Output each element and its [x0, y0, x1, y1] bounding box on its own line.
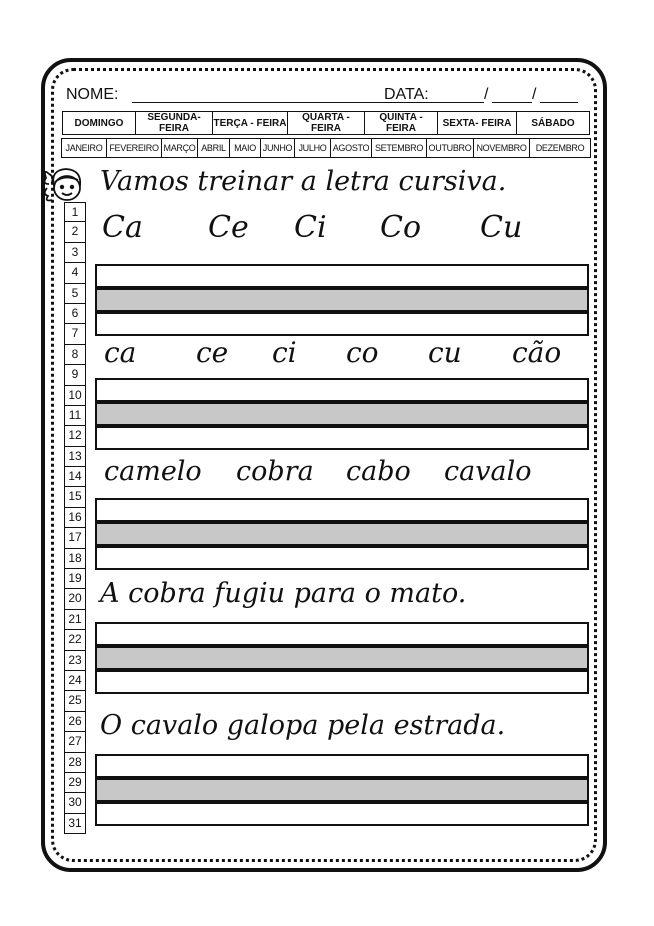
number-cell: 12: [64, 426, 86, 446]
number-cell: 21: [64, 610, 86, 630]
syllable-upper: Ci: [294, 210, 327, 245]
number-cell: 28: [64, 753, 86, 773]
writing-lines[interactable]: [95, 622, 589, 694]
number-cell: 9: [64, 365, 86, 385]
month-cell[interactable]: ABRIL: [198, 139, 230, 158]
weekday-cell[interactable]: TERÇA - FEIRA: [213, 112, 288, 135]
syllable-upper: Ce: [208, 210, 249, 245]
number-cell: 29: [64, 773, 86, 793]
date-month-field[interactable]: [492, 88, 532, 103]
practice-sentence: O cavalo galopa pela estrada.: [100, 710, 506, 741]
month-cell[interactable]: SETEMBRO: [372, 139, 427, 158]
number-cell: 11: [64, 406, 86, 426]
number-cell: 19: [64, 569, 86, 589]
number-cell: 23: [64, 651, 86, 671]
month-cell[interactable]: JULHO: [295, 139, 331, 158]
number-cell: 14: [64, 467, 86, 487]
number-cell: 31: [64, 814, 86, 834]
weekday-cell[interactable]: SÁBADO: [517, 112, 590, 135]
date-separator: /: [484, 86, 489, 103]
weekday-cell[interactable]: SEXTA- FEIRA: [438, 112, 517, 135]
writing-lines[interactable]: [95, 378, 589, 450]
date-separator: /: [532, 86, 537, 103]
practice-word: cavalo: [444, 456, 532, 487]
name-label: NOME:: [66, 86, 119, 103]
number-cell: 17: [64, 528, 86, 548]
number-cell: 4: [64, 263, 86, 283]
syllable-upper: Cu: [480, 210, 523, 245]
practice-word: cabo: [346, 456, 411, 487]
number-cell: 1: [64, 202, 86, 222]
number-cell: 6: [64, 304, 86, 324]
weekday-cell[interactable]: SEGUNDA- FEIRA: [136, 112, 213, 135]
writing-lines[interactable]: [95, 264, 589, 336]
month-cell[interactable]: FEVEREIRO: [107, 139, 162, 158]
number-column: [64, 202, 86, 834]
syllable-lower: co: [346, 336, 379, 369]
month-cell[interactable]: DEZEMBRO: [530, 139, 591, 158]
syllable-upper: Ca: [102, 210, 143, 245]
number-cell: 22: [64, 630, 86, 650]
number-cell: 8: [64, 345, 86, 365]
syllable-upper: Co: [380, 210, 422, 245]
number-cell: 18: [64, 549, 86, 569]
number-cell: 7: [64, 324, 86, 344]
syllable-lower: ca: [104, 336, 137, 369]
month-cell[interactable]: JANEIRO: [62, 139, 107, 158]
writing-lines[interactable]: [95, 754, 589, 826]
syllable-lower: cu: [428, 336, 462, 369]
weekday-cell[interactable]: QUARTA - FEIRA: [288, 112, 365, 135]
practice-word: camelo: [104, 456, 202, 487]
practice-sentence: A cobra fugiu para o mato.: [100, 578, 467, 609]
writing-lines[interactable]: [95, 498, 589, 570]
number-cell: 16: [64, 508, 86, 528]
date-day-field[interactable]: [436, 88, 484, 103]
syllable-lower: ci: [272, 336, 297, 369]
number-cell: 10: [64, 386, 86, 406]
month-cell[interactable]: MAIO: [230, 139, 261, 158]
number-cell: 30: [64, 793, 86, 813]
month-cell[interactable]: NOVEMBRO: [474, 139, 530, 158]
date-label: DATA:: [384, 86, 429, 103]
number-cell: 2: [64, 222, 86, 242]
weekday-table: [62, 111, 590, 135]
syllable-lower: ce: [196, 336, 229, 369]
month-cell[interactable]: OUTUBRO: [427, 139, 474, 158]
number-cell: 24: [64, 671, 86, 691]
month-table: [61, 138, 591, 158]
month-cell[interactable]: MARÇO: [162, 139, 198, 158]
number-cell: 15: [64, 487, 86, 507]
girl-face-icon: [40, 164, 92, 206]
practice-word: cobra: [236, 456, 314, 487]
number-cell: 27: [64, 732, 86, 752]
month-cell[interactable]: AGOSTO: [331, 139, 372, 158]
number-cell: 26: [64, 712, 86, 732]
number-cell: 5: [64, 284, 86, 304]
number-cell: 3: [64, 243, 86, 263]
date-year-field[interactable]: [540, 88, 578, 103]
month-cell[interactable]: JUNHO: [261, 139, 295, 158]
number-cell: 25: [64, 691, 86, 711]
number-cell: 20: [64, 589, 86, 609]
header: [64, 84, 590, 108]
title: Vamos treinar a letra cursiva.: [100, 166, 507, 197]
syllable-lower: cão: [512, 336, 562, 369]
number-cell: 13: [64, 447, 86, 467]
weekday-cell[interactable]: DOMINGO: [63, 112, 136, 135]
weekday-cell[interactable]: QUINTA - FEIRA: [365, 112, 438, 135]
